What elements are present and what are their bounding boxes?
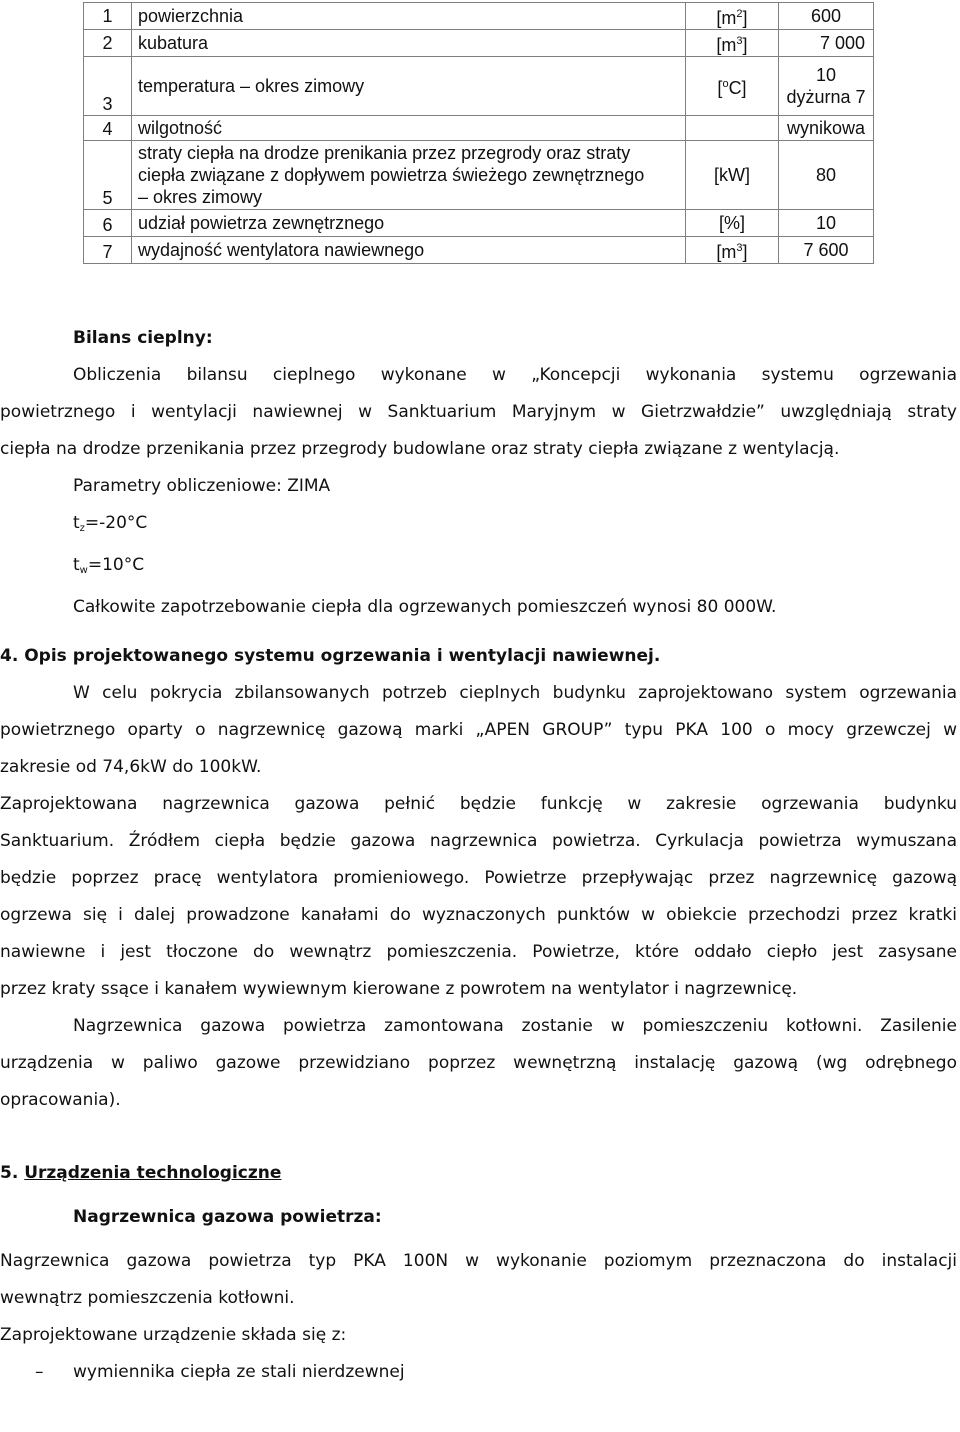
total-demand-line: Całkowite zapotrzebowanie ciepła dla ogrzewanych pomieszczeń wynosi 80 000W. — [73, 597, 777, 617]
paragraph-line: przez kraty ssące i kanałem wywiewnym kierowane z powrotem na wentylator i nagrzewnicę. — [0, 979, 798, 999]
tz-line: $t_z=-20^\circ C$ — [73, 513, 148, 534]
paragraph-line: Zaprojektowana nagrzewnica gazowa pełnić będzie funkcję w zakresie ogrzewania budynku — [0, 794, 957, 814]
paragraph-line: Zaprojektowane urządzenie składa się z: — [0, 1325, 347, 1345]
row-description: udział powietrza zewnętrznego — [132, 210, 686, 237]
row-unit — [686, 116, 779, 141]
paragraph-line: wewnątrz pomieszczenia kotłowni. — [0, 1288, 295, 1308]
paragraph-line: powietrznego i wentylacji nawiewnej w Sanktuarium Maryjnym w Gietrzwałdzie” uwzględniają straty — [0, 402, 957, 422]
row-description: kubatura — [132, 30, 686, 57]
list-item-text: wymiennika ciepła ze stali nierdzewnej — [73, 1362, 405, 1382]
paragraph-line: zakresie od 74,6kW do 100kW. — [0, 757, 262, 777]
paragraph-line: będzie poprzez pracę wentylatora promieniowego. Powietrze przepływając przez nagrzewnicę gazową — [0, 868, 957, 888]
paragraph-line: opracowania). — [0, 1090, 121, 1110]
table-row — [84, 210, 874, 237]
table-row — [84, 30, 874, 57]
row-unit: [%] — [686, 210, 779, 237]
row-number: 2 — [84, 30, 132, 57]
row-value: 600 — [779, 3, 874, 30]
row-unit: [kW] — [686, 141, 779, 210]
dash-bullet-icon: – — [35, 1362, 44, 1382]
row-value: 10 — [779, 210, 874, 237]
row-description: wilgotność — [132, 116, 686, 141]
paragraph-line: ogrzewa się i dalej prowadzone kanałami do wyznaczonych punktów w obiekcie przechodzi przez kratki — [0, 905, 957, 925]
row-value: 7 600 — [779, 237, 874, 264]
tw-line: $t_w=10^\circ C$ — [73, 555, 145, 576]
row-number: 5 — [84, 141, 132, 210]
list-item — [0, 1354, 957, 1391]
row-value: 10 dyżurna 7 — [779, 57, 874, 116]
paragraph-line: Obliczenia bilansu cieplnego wykonane w „Koncepcji wykonania systemu ogrzewania — [73, 365, 957, 385]
table-row — [84, 57, 874, 116]
parameters-table — [83, 2, 874, 264]
row-unit: [$^o$C] — [686, 57, 779, 116]
row-number: 1 — [84, 3, 132, 30]
paragraph-line: Nagrzewnica gazowa powietrza typ PKA 100N w wykonanie poziomym przeznaczona do instalacji — [0, 1251, 957, 1271]
row-value: wynikowa — [779, 116, 874, 141]
paragraph-line: Nagrzewnica gazowa powietrza zamontowana zostanie w pomieszczeniu kotłowni. Zasilenie — [73, 1016, 957, 1036]
paragraph-line: Sanktuarium. Źródłem ciepła będzie gazowa nagrzewnica powietrza. Cyrkulacja powietrza wymuszana — [0, 831, 957, 851]
row-unit: $[m^3]$ — [686, 30, 779, 57]
paragraph-line: ciepła na drodze przenikania przez przegrody budowlane oraz straty ciepła związane z wentylacją. — [0, 439, 840, 459]
table-row — [84, 116, 874, 141]
paragraph-line: nawiewne i jest tłoczone do wewnątrz pomieszczenia. Powietrze, które oddało ciepło jest zasysane — [0, 942, 957, 962]
row-unit: $[m^2]$ — [686, 3, 779, 30]
table-row — [84, 237, 874, 264]
paragraph-line: powietrznego oparty o nagrzewnicę gazową marki „APEN GROUP” typu PKA 100 o mocy grzewczej w — [0, 720, 957, 740]
paragraph-line: urządzenia w paliwo gazowe przewidziano poprzez wewnętrzną instalację gazową (wg odrębnego — [0, 1053, 957, 1073]
row-description: powierzchnia — [132, 3, 686, 30]
table-row — [84, 3, 874, 30]
paragraph-line: W celu pokrycia zbilansowanych potrzeb cieplnych budynku zaprojektowano system ogrzewania — [73, 683, 957, 703]
row-number: 6 — [84, 210, 132, 237]
section-heading-bilans: Bilans cieplny: — [73, 328, 213, 348]
parameters-line: Parametry obliczeniowe: ZIMA — [73, 476, 331, 496]
row-unit: $[m^3]$ — [686, 237, 779, 264]
row-description: wydajność wentylatora nawiewnego — [132, 237, 686, 264]
section-heading-4: 4. Opis projektowanego systemu ogrzewania i wentylacji nawiewnej. — [0, 646, 661, 666]
section-heading-5: 5. Urządzenia technologiczne — [0, 1163, 282, 1183]
row-value: 80 — [779, 141, 874, 210]
document-body — [0, 320, 957, 1391]
row-number: 7 — [84, 237, 132, 264]
table-row — [84, 141, 874, 210]
row-description: straty ciepła na drodze prenikania przez przegrody oraz straty ciepła związane z dopływem powietrza świeżego zewnętrznego – okres zimowy — [132, 141, 686, 210]
row-value: 7 000 — [779, 30, 874, 57]
row-number: 3 — [84, 57, 132, 116]
row-description: temperatura – okres zimowy — [132, 57, 686, 116]
row-number: 4 — [84, 116, 132, 141]
subheading-heater: Nagrzewnica gazowa powietrza: — [73, 1207, 382, 1227]
